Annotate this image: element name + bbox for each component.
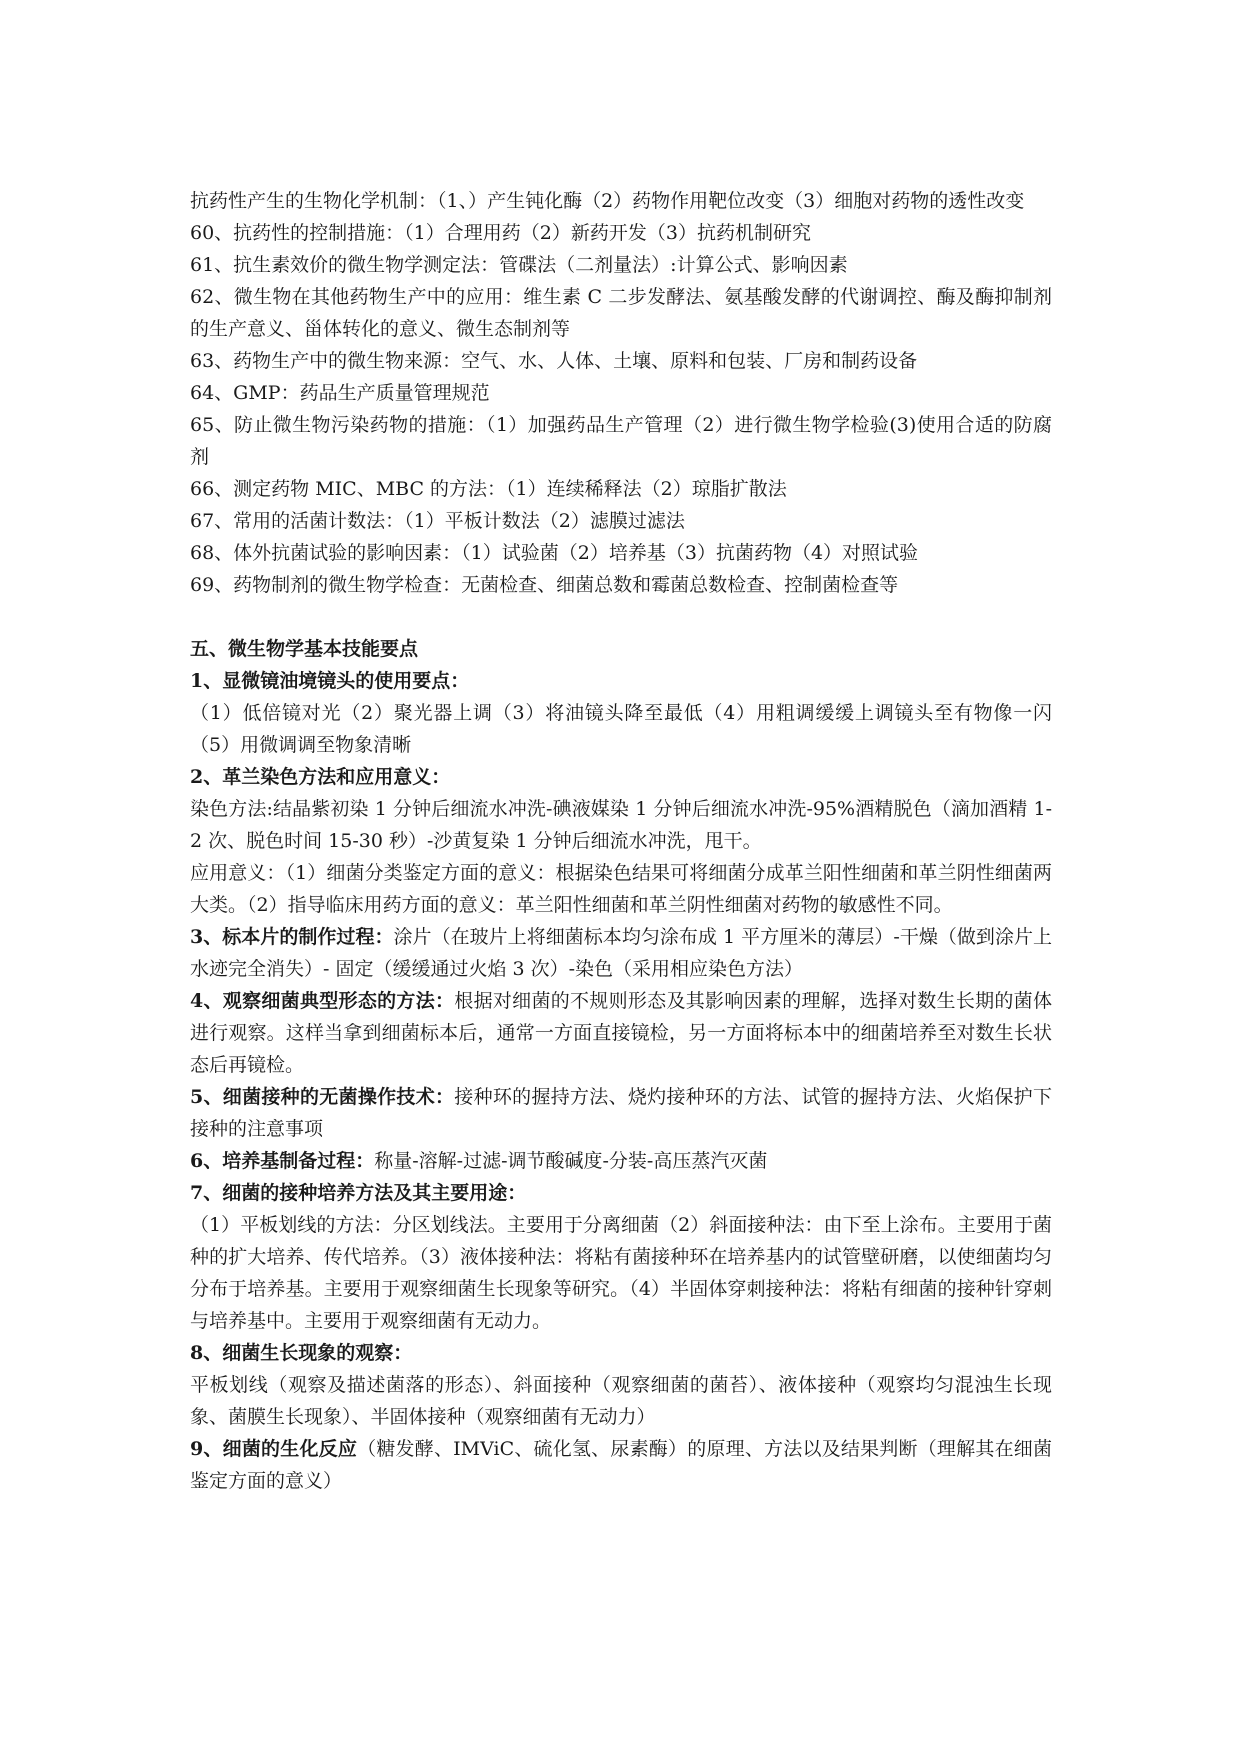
- list-item-60: 60、抗药性的控制措施：（1）合理用药（2）新药开发（3）抗药机制研究: [190, 222, 811, 244]
- item-2-body-significance: 应用意义：（1）细菌分类鉴定方面的意义：根据染色结果可将细菌分成革兰阳性细菌和革兰阴性细菌两大类。（2）指导临床用药方面的意义：革兰阳性细菌和革兰阴性细菌对药物的敏感性不同。: [190, 862, 1052, 916]
- item-8-body: 平板划线（观察及描述菌落的形态）、斜面接种（观察细菌的菌苔）、液体接种（观察均匀混浊生长现象、菌膜生长现象）、半固体接种（观察细菌有无动力）: [190, 1374, 1052, 1428]
- list-item-62: 62、微生物在其他药物生产中的应用：维生素 C 二步发酵法、氨基酸发酵的代谢调控、酶及酶抑制剂的生产意义、甾体转化的意义、微生态制剂等: [190, 286, 1052, 340]
- item-1-heading: 1、显微镜油境镜头的使用要点：: [190, 670, 470, 692]
- item-9: [190, 1433, 1052, 1497]
- item-3: [190, 921, 1052, 985]
- list-item-63: 63、药物生产中的微生物来源：空气、水、人体、土壤、原料和包装、厂房和制药设备: [190, 350, 918, 372]
- item-5: [190, 1081, 1052, 1145]
- item-4-heading: 4、观察细菌典型形态的方法：: [190, 990, 455, 1012]
- item-3-body: 涂片（在玻片上将细菌标本均匀涂布成 1 平方厘米的薄层）-干燥（做到涂片上水迹完全消失）- 固定（缓缓通过火焰 3 次）-染色（采用相应染色方法）: [190, 926, 1052, 980]
- item-9-body: （糖发酵、IMViC、硫化氢、尿素酶）的原理、方法以及结果判断（理解其在细菌鉴定方面的意义）: [190, 1438, 1052, 1492]
- item-9-heading: 9、细菌的生化反应: [190, 1438, 358, 1460]
- item-5-body: 接种环的握持方法、烧灼接种环的方法、试管的握持方法、火焰保护下接种的注意事项: [190, 1086, 1052, 1140]
- item-3-heading: 3、标本片的制作过程：: [190, 926, 394, 948]
- list-item-68: 68、体外抗菌试验的影响因素：（1）试验菌（2）培养基（3）抗菌药物（4）对照试验: [190, 542, 919, 564]
- paragraph-resistance-mechanism: 抗药性产生的生物化学机制：（1、）产生钝化酶（2）药物作用靶位改变（3）细胞对药物的透性改变: [190, 190, 1025, 212]
- item-4-body: 根据对细菌的不规则形态及其影响因素的理解，选择对数生长期的菌体进行观察。这样当拿到细菌标本后，通常一方面直接镜检，另一方面将标本中的细菌培养至对数生长状态后再镜检。: [190, 990, 1052, 1076]
- item-2-body-method: 染色方法:结晶紫初染 1 分钟后细流水冲洗-碘液媒染 1 分钟后细流水冲洗-95%酒精脱色（滴加酒精 1-2 次、脱色时间 15-30 秒）-沙黄复染 1 分钟后细流水冲洗，甩干。: [190, 798, 1052, 852]
- list-item-64: 64、GMP：药品生产质量管理规范: [190, 382, 490, 404]
- item-8-heading: 8、细菌生长现象的观察：: [190, 1342, 413, 1364]
- item-6-heading: 6、培养基制备过程：: [190, 1150, 375, 1172]
- item-2-heading: 2、革兰染色方法和应用意义：: [190, 766, 451, 788]
- item-4: [190, 985, 1052, 1081]
- document-page: [190, 185, 1052, 1497]
- list-item-65: 65、防止微生物污染药物的措施：（1）加强药品生产管理（2）进行微生物学检验(3)使用合适的防腐剂: [190, 414, 1052, 468]
- list-item-66: 66、测定药物 MIC、MBC 的方法：（1）连续稀释法（2）琼脂扩散法: [190, 478, 787, 500]
- item-6: [190, 1145, 1052, 1177]
- section-title: 五、微生物学基本技能要点: [190, 638, 419, 660]
- item-7-heading: 7、细菌的接种培养方法及其主要用途：: [190, 1182, 527, 1204]
- item-5-heading: 5、细菌接种的无菌操作技术：: [190, 1086, 455, 1108]
- list-item-69: 69、药物制剂的微生物学检查：无菌检查、细菌总数和霉菌总数检查、控制菌检查等: [190, 574, 899, 596]
- item-7-body: （1）平板划线的方法：分区划线法。主要用于分离细菌（2）斜面接种法：由下至上涂布。主要用于菌种的扩大培养、传代培养。（3）液体接种法：将粘有菌接种环在培养基内的试管壁研磨，以使细菌均匀分布于培养基。主要用于观察细菌生长现象等研究。（4）半固体穿刺接种法：将粘有细菌的接种针穿刺与培养基中。主要用于观察细菌有无动力。: [190, 1214, 1052, 1332]
- section-spacer: [190, 601, 1052, 633]
- list-item-61: 61、抗生素效价的微生物学测定法：管碟法（二剂量法）:计算公式、影响因素: [190, 254, 848, 276]
- item-6-body: 称量-溶解-过滤-调节酸碱度-分装-高压蒸汽灭菌: [374, 1150, 768, 1172]
- list-item-67: 67、常用的活菌计数法：（1）平板计数法（2）滤膜过滤法: [190, 510, 685, 532]
- item-1-body: （1）低倍镜对光（2）聚光器上调（3）将油镜头降至最低（4）用粗调缓缓上调镜头至有物像一闪（5）用微调调至物象清晰: [190, 702, 1052, 756]
